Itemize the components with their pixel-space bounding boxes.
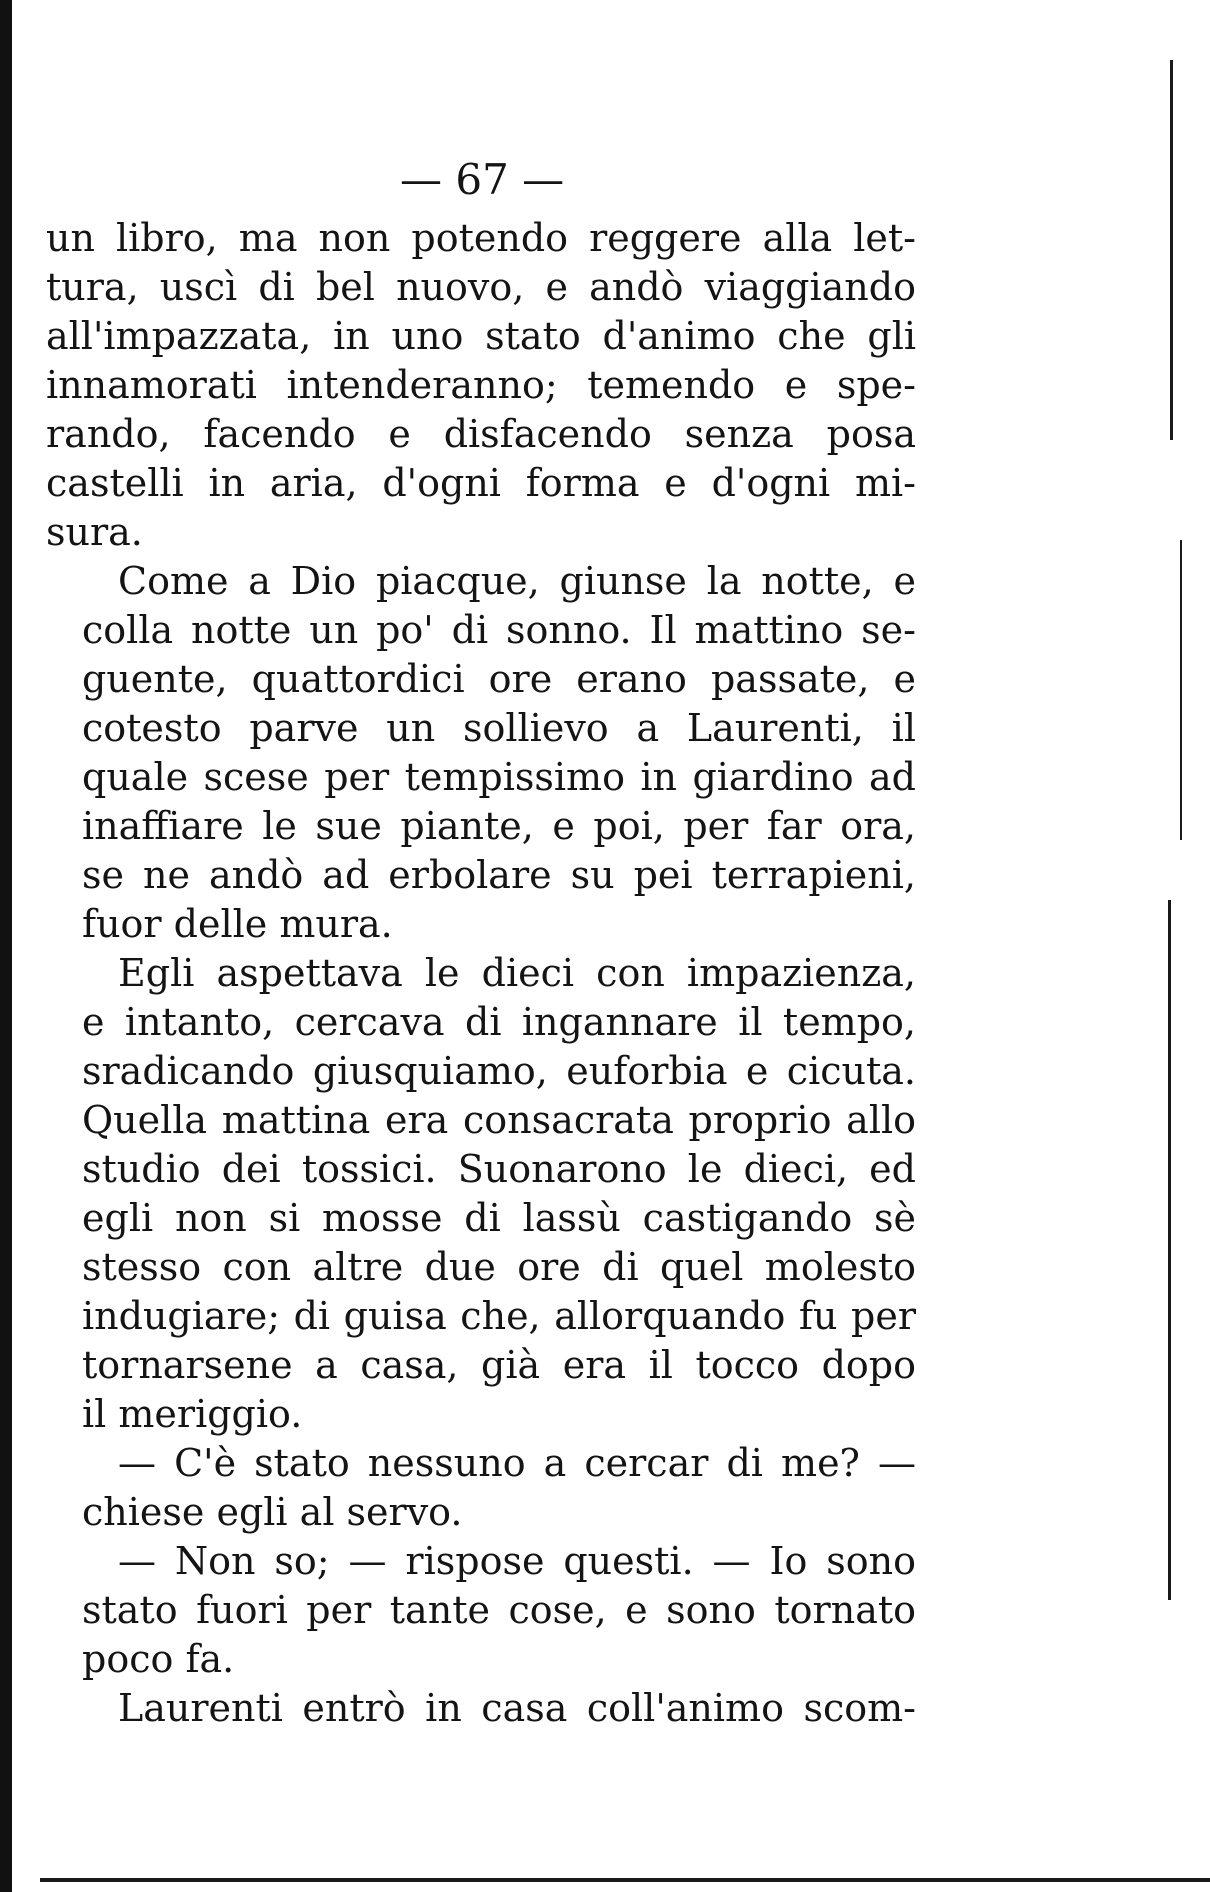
text-line: stato fuori per tante cose, e sono tornato bbox=[82, 1588, 916, 1632]
paragraph bbox=[46, 1439, 916, 1537]
text-line: un libro, ma non potendo reggere alla let- bbox=[46, 216, 916, 260]
text-line: — C'è stato nessuno a cercar di me? — bbox=[118, 1441, 916, 1485]
text-line: cotesto parve un sollievo a Laurenti, il bbox=[82, 706, 916, 750]
text-line: Come a Dio piacque, giunse la notte, e bbox=[118, 559, 916, 603]
text-line: quale scese per tempissimo in giardino ad bbox=[82, 755, 916, 799]
scan-artifact bbox=[1170, 60, 1173, 440]
text-line: studio dei tossici. Suonarono le dieci, ed bbox=[82, 1147, 916, 1191]
text-line: egli non si mosse di lassù castigando sè bbox=[82, 1196, 916, 1240]
paragraph bbox=[46, 557, 916, 949]
paragraph bbox=[46, 1684, 916, 1733]
paragraph bbox=[46, 1537, 916, 1684]
text-line: fuor delle mura. bbox=[82, 902, 393, 946]
text-line: rando, facendo e disfacendo senza posa bbox=[46, 412, 916, 456]
text-line: indugiare; di guisa che, allorquando fu per bbox=[82, 1294, 916, 1338]
text-line: colla notte un po' di sonno. Il mattino se- bbox=[82, 608, 916, 652]
text-line: Laurenti entrò in casa coll'animo scom- bbox=[118, 1686, 916, 1730]
page-number: — 67 — bbox=[400, 155, 565, 204]
text-line: Egli aspettava le dieci con impazienza, bbox=[118, 951, 916, 995]
text-line: sradicando giusquiamo, euforbia e cicuta. bbox=[82, 1049, 916, 1093]
text-line: tura, uscì di bel nuovo, e andò viaggiando bbox=[46, 265, 916, 309]
text-line: tornarsene a casa, già era il tocco dopo bbox=[82, 1343, 916, 1387]
text-line: all'impazzata, in uno stato d'animo che gli bbox=[46, 314, 916, 358]
body-text bbox=[46, 214, 916, 1733]
text-line: innamorati intenderanno; temendo e spe- bbox=[46, 363, 916, 407]
text-line: poco fa. bbox=[82, 1637, 235, 1681]
text-line: inaffiare le sue piante, e poi, per far ora, bbox=[82, 804, 916, 848]
paragraph bbox=[46, 214, 916, 557]
text-line: castelli in aria, d'ogni forma e d'ogni mi- bbox=[46, 461, 916, 505]
text-line: Quella mattina era consacrata proprio allo bbox=[82, 1098, 916, 1142]
text-line: sura. bbox=[46, 510, 143, 554]
text-line: se ne andò ad erbolare su pei terrapieni, bbox=[82, 853, 916, 897]
scan-artifact bbox=[1168, 900, 1171, 1600]
text-line: stesso con altre due ore di quel molesto bbox=[82, 1245, 916, 1289]
paragraph bbox=[46, 949, 916, 1439]
text-line: — Non so; — rispose questi. — Io sono bbox=[118, 1539, 916, 1583]
text-line: chiese egli al servo. bbox=[82, 1490, 463, 1534]
text-line: e intanto, cercava di ingannare il tempo, bbox=[82, 1000, 916, 1044]
bottom-rule bbox=[40, 1878, 1210, 1882]
binding-edge bbox=[0, 0, 12, 1892]
text-line: guente, quattordici ore erano passate, e bbox=[82, 657, 916, 701]
text-line: il meriggio. bbox=[82, 1392, 303, 1436]
scan-artifact bbox=[1180, 540, 1182, 840]
